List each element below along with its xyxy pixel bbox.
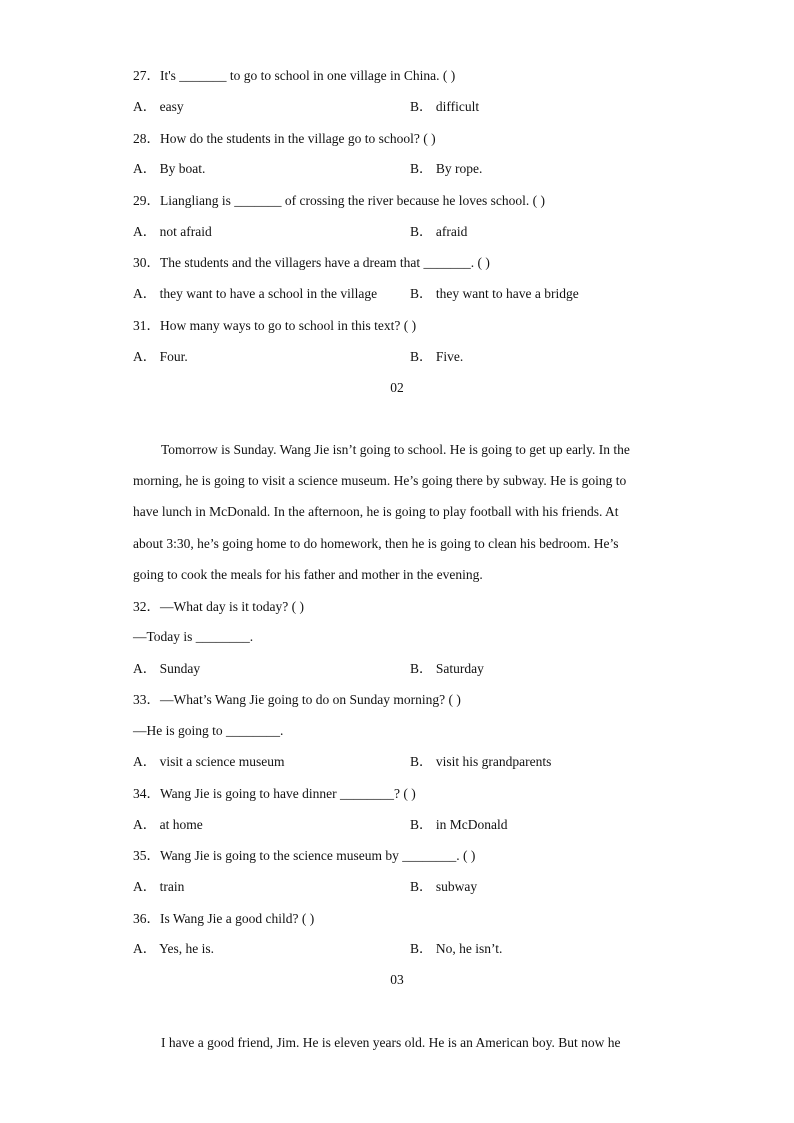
question-28-option-a: A． By boat. — [133, 161, 206, 176]
question-28-option-b: B． By rope. — [410, 161, 483, 176]
question-35-option-b: B． subway — [410, 879, 478, 894]
question-33-prompt: —He is going to ________. — [133, 723, 284, 738]
question-36-option-a: A． Yes, he is. — [133, 941, 215, 956]
section-label-02: 02 — [390, 380, 404, 395]
question-32-option-b: B． Saturday — [410, 661, 484, 676]
passage2-line-2: morning, he is going to visit a science museum. He’s going there by subway. He is going to — [133, 473, 627, 488]
question-36: 36．Is Wang Jie a good child? ( ) — [133, 911, 315, 926]
question-31: 31．How many ways to go to school in this text? ( ) — [133, 318, 417, 333]
question-35-option-a: A． train — [133, 879, 185, 894]
question-30-option-b: B． they want to have a bridge — [410, 286, 579, 301]
question-27-option-b: B． difficult — [410, 99, 480, 114]
passage2-line-3: have lunch in McDonald. In the afternoon, he is going to play football with his friends. At — [133, 504, 619, 519]
passage2-line-5: going to cook the meals for his father and mother in the evening. — [133, 567, 483, 582]
question-29-option-b: B． afraid — [410, 224, 468, 239]
question-29: 29．Liangliang is _______ of crossing the river because he loves school. ( ) — [133, 193, 546, 208]
question-30: 30．The students and the villagers have a dream that _______. ( ) — [133, 255, 490, 270]
question-31-option-b: B． Five. — [410, 349, 464, 364]
question-33-option-a: A． visit a science museum — [133, 754, 285, 769]
question-27: 27．It's _______ to go to school in one village in China. ( ) — [133, 68, 456, 83]
passage3-line-1: I have a good friend, Jim. He is eleven years old. He is an American boy. But now he — [161, 1035, 621, 1050]
question-28: 28．How do the students in the village go to school? ( ) — [133, 131, 436, 146]
passage2-line-4: about 3:30, he’s going home to do homework, then he is going to clean his bedroom. He’s — [133, 536, 619, 551]
question-27-option-a: A． easy — [133, 99, 184, 114]
question-34-option-a: A． at home — [133, 817, 203, 832]
question-30-option-a: A． they want to have a school in the village — [133, 286, 378, 301]
question-35: 35．Wang Jie is going to the science museum by ________. ( ) — [133, 848, 476, 863]
question-32: 32．—What day is it today? ( ) — [133, 599, 304, 614]
question-34-option-b: B． in McDonald — [410, 817, 508, 832]
section-label-03: 03 — [390, 972, 404, 987]
question-32-option-a: A． Sunday — [133, 661, 201, 676]
question-31-option-a: A． Four. — [133, 349, 188, 364]
question-36-option-b: B． No, he isn’t. — [410, 941, 503, 956]
question-33: 33．—What’s Wang Jie going to do on Sunday morning? ( ) — [133, 692, 461, 707]
passage2-line-1: Tomorrow is Sunday. Wang Jie isn’t going to school. He is going to get up early. In the — [161, 442, 630, 457]
question-33-option-b: B． visit his grandparents — [410, 754, 552, 769]
question-34: 34．Wang Jie is going to have dinner ________? ( ) — [133, 786, 416, 801]
question-29-option-a: A． not afraid — [133, 224, 212, 239]
question-32-prompt: —Today is ________. — [133, 629, 254, 644]
